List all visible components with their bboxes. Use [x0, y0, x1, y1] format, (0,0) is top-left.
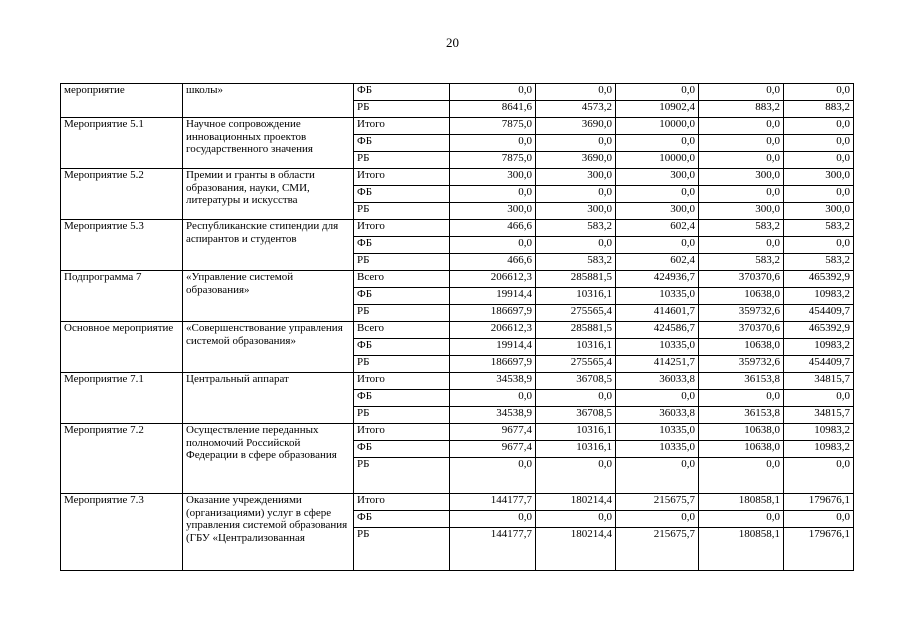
- amount-cell-year-1: 206612,3: [450, 271, 536, 288]
- amount-cell-year-4: 180858,1: [699, 528, 784, 571]
- funding-source-cell: ФБ: [354, 339, 450, 356]
- funding-source-cell: Всего: [354, 322, 450, 339]
- amount-cell-year-2: 0,0: [536, 511, 616, 528]
- amount-cell-year-3: 602,4: [616, 254, 699, 271]
- amount-cell-year-5: 0,0: [784, 84, 854, 101]
- amount-cell-year-4: 300,0: [699, 203, 784, 220]
- amount-cell-year-4: 370370,6: [699, 322, 784, 339]
- item-description-cell: Центральный аппарат: [183, 373, 354, 424]
- amount-cell-year-1: 34538,9: [450, 407, 536, 424]
- amount-cell-year-5: 0,0: [784, 186, 854, 203]
- amount-cell-year-3: 424936,7: [616, 271, 699, 288]
- amount-cell-year-5: 0,0: [784, 135, 854, 152]
- amount-cell-year-2: 583,2: [536, 220, 616, 237]
- item-description-cell: Премии и гранты в области образования, науки, СМИ, литературы и искусства: [183, 169, 354, 220]
- amount-cell-year-2: 300,0: [536, 203, 616, 220]
- funding-source-cell: ФБ: [354, 441, 450, 458]
- amount-cell-year-1: 9677,4: [450, 424, 536, 441]
- amount-cell-year-5: 583,2: [784, 220, 854, 237]
- amount-cell-year-4: 0,0: [699, 152, 784, 169]
- amount-cell-year-5: 10983,2: [784, 424, 854, 441]
- amount-cell-year-4: 36153,8: [699, 407, 784, 424]
- table-row: [61, 494, 854, 511]
- funding-source-cell: РБ: [354, 528, 450, 571]
- amount-cell-year-3: 10335,0: [616, 424, 699, 441]
- amount-cell-year-2: 36708,5: [536, 407, 616, 424]
- amount-cell-year-2: 10316,1: [536, 339, 616, 356]
- table-row: [61, 373, 854, 390]
- amount-cell-year-2: 0,0: [536, 186, 616, 203]
- amount-cell-year-4: 10638,0: [699, 441, 784, 458]
- funding-source-cell: ФБ: [354, 186, 450, 203]
- item-name-cell: Основное мероприятие: [61, 322, 183, 373]
- amount-cell-year-1: 144177,7: [450, 528, 536, 571]
- amount-cell-year-2: 275565,4: [536, 356, 616, 373]
- amount-cell-year-2: 10316,1: [536, 424, 616, 441]
- amount-cell-year-5: 10983,2: [784, 441, 854, 458]
- item-name-cell: Мероприятие 5.2: [61, 169, 183, 220]
- amount-cell-year-4: 883,2: [699, 101, 784, 118]
- amount-cell-year-1: 300,0: [450, 169, 536, 186]
- item-description-cell: Оказание учреждениями (организациями) услуг в сфере управления системой образования (ГБУ «Централизованная: [183, 494, 354, 571]
- funding-source-cell: РБ: [354, 458, 450, 494]
- amount-cell-year-4: 370370,6: [699, 271, 784, 288]
- amount-cell-year-3: 0,0: [616, 84, 699, 101]
- amount-cell-year-3: 424586,7: [616, 322, 699, 339]
- amount-cell-year-1: 34538,9: [450, 373, 536, 390]
- amount-cell-year-1: 7875,0: [450, 118, 536, 135]
- amount-cell-year-5: 465392,9: [784, 322, 854, 339]
- table-row: [61, 84, 854, 101]
- table-row: [61, 424, 854, 441]
- amount-cell-year-4: 300,0: [699, 169, 784, 186]
- amount-cell-year-3: 10902,4: [616, 101, 699, 118]
- amount-cell-year-3: 215675,7: [616, 494, 699, 511]
- amount-cell-year-2: 3690,0: [536, 118, 616, 135]
- funding-source-cell: ФБ: [354, 288, 450, 305]
- funding-source-cell: РБ: [354, 203, 450, 220]
- funding-source-cell: Итого: [354, 373, 450, 390]
- item-description-cell: «Управление системой образования»: [183, 271, 354, 322]
- item-name-cell: Мероприятие 7.1: [61, 373, 183, 424]
- amount-cell-year-4: 0,0: [699, 458, 784, 494]
- amount-cell-year-4: 10638,0: [699, 288, 784, 305]
- item-description-cell: Республиканские стипендии для аспирантов и студентов: [183, 220, 354, 271]
- amount-cell-year-5: 179676,1: [784, 494, 854, 511]
- amount-cell-year-4: 10638,0: [699, 339, 784, 356]
- item-name-cell: мероприятие: [61, 84, 183, 118]
- funding-source-cell: РБ: [354, 101, 450, 118]
- amount-cell-year-4: 36153,8: [699, 373, 784, 390]
- amount-cell-year-2: 285881,5: [536, 322, 616, 339]
- amount-cell-year-5: 0,0: [784, 390, 854, 407]
- amount-cell-year-2: 300,0: [536, 169, 616, 186]
- funding-source-cell: ФБ: [354, 84, 450, 101]
- table-row: [61, 322, 854, 339]
- item-description-cell: Осуществление переданных полномочий Российской Федерации в сфере образования: [183, 424, 354, 494]
- funding-source-cell: ФБ: [354, 237, 450, 254]
- amount-cell-year-3: 300,0: [616, 169, 699, 186]
- amount-cell-year-2: 0,0: [536, 135, 616, 152]
- item-name-cell: Мероприятие 7.2: [61, 424, 183, 494]
- amount-cell-year-1: 186697,9: [450, 356, 536, 373]
- amount-cell-year-1: 0,0: [450, 237, 536, 254]
- amount-cell-year-1: 0,0: [450, 390, 536, 407]
- amount-cell-year-2: 0,0: [536, 458, 616, 494]
- amount-cell-year-5: 583,2: [784, 254, 854, 271]
- funding-source-cell: РБ: [354, 305, 450, 322]
- amount-cell-year-3: 0,0: [616, 186, 699, 203]
- funding-source-cell: Всего: [354, 271, 450, 288]
- funding-source-cell: ФБ: [354, 511, 450, 528]
- funding-source-cell: Итого: [354, 118, 450, 135]
- amount-cell-year-4: 583,2: [699, 254, 784, 271]
- funding-source-cell: РБ: [354, 152, 450, 169]
- amount-cell-year-5: 300,0: [784, 203, 854, 220]
- amount-cell-year-2: 0,0: [536, 390, 616, 407]
- item-name-cell: Мероприятие 5.3: [61, 220, 183, 271]
- amount-cell-year-3: 0,0: [616, 458, 699, 494]
- amount-cell-year-5: 179676,1: [784, 528, 854, 571]
- amount-cell-year-4: 0,0: [699, 511, 784, 528]
- amount-cell-year-4: 359732,6: [699, 305, 784, 322]
- amount-cell-year-4: 583,2: [699, 220, 784, 237]
- amount-cell-year-3: 0,0: [616, 511, 699, 528]
- amount-cell-year-3: 0,0: [616, 237, 699, 254]
- amount-cell-year-1: 466,6: [450, 220, 536, 237]
- amount-cell-year-5: 34815,7: [784, 373, 854, 390]
- amount-cell-year-1: 19914,4: [450, 339, 536, 356]
- table-row: [61, 118, 854, 135]
- amount-cell-year-2: 4573,2: [536, 101, 616, 118]
- funding-source-cell: Итого: [354, 169, 450, 186]
- amount-cell-year-5: 454409,7: [784, 356, 854, 373]
- amount-cell-year-5: 883,2: [784, 101, 854, 118]
- amount-cell-year-3: 602,4: [616, 220, 699, 237]
- funding-source-cell: РБ: [354, 407, 450, 424]
- amount-cell-year-2: 3690,0: [536, 152, 616, 169]
- item-description-cell: «Совершенствование управления системой образования»: [183, 322, 354, 373]
- amount-cell-year-5: 10983,2: [784, 339, 854, 356]
- amount-cell-year-4: 359732,6: [699, 356, 784, 373]
- amount-cell-year-1: 8641,6: [450, 101, 536, 118]
- amount-cell-year-1: 144177,7: [450, 494, 536, 511]
- amount-cell-year-1: 0,0: [450, 186, 536, 203]
- amount-cell-year-1: 19914,4: [450, 288, 536, 305]
- amount-cell-year-3: 0,0: [616, 390, 699, 407]
- amount-cell-year-3: 10335,0: [616, 339, 699, 356]
- item-name-cell: Мероприятие 7.3: [61, 494, 183, 571]
- amount-cell-year-5: 0,0: [784, 152, 854, 169]
- amount-cell-year-1: 300,0: [450, 203, 536, 220]
- amount-cell-year-1: 466,6: [450, 254, 536, 271]
- amount-cell-year-2: 0,0: [536, 84, 616, 101]
- item-name-cell: Мероприятие 5.1: [61, 118, 183, 169]
- funding-source-cell: ФБ: [354, 135, 450, 152]
- amount-cell-year-1: 7875,0: [450, 152, 536, 169]
- amount-cell-year-2: 0,0: [536, 237, 616, 254]
- amount-cell-year-3: 414251,7: [616, 356, 699, 373]
- budget-table-body: [61, 84, 854, 571]
- amount-cell-year-4: 0,0: [699, 237, 784, 254]
- amount-cell-year-3: 414601,7: [616, 305, 699, 322]
- amount-cell-year-1: 0,0: [450, 511, 536, 528]
- amount-cell-year-5: 0,0: [784, 118, 854, 135]
- amount-cell-year-2: 285881,5: [536, 271, 616, 288]
- amount-cell-year-2: 36708,5: [536, 373, 616, 390]
- amount-cell-year-3: 10335,0: [616, 288, 699, 305]
- funding-source-cell: РБ: [354, 356, 450, 373]
- funding-source-cell: Итого: [354, 494, 450, 511]
- amount-cell-year-1: 0,0: [450, 135, 536, 152]
- amount-cell-year-5: 34815,7: [784, 407, 854, 424]
- amount-cell-year-3: 36033,8: [616, 373, 699, 390]
- amount-cell-year-5: 0,0: [784, 511, 854, 528]
- amount-cell-year-3: 10335,0: [616, 441, 699, 458]
- amount-cell-year-2: 180214,4: [536, 494, 616, 511]
- amount-cell-year-3: 300,0: [616, 203, 699, 220]
- amount-cell-year-1: 0,0: [450, 84, 536, 101]
- amount-cell-year-2: 10316,1: [536, 288, 616, 305]
- amount-cell-year-4: 10638,0: [699, 424, 784, 441]
- budget-table: [60, 83, 854, 571]
- table-row: [61, 169, 854, 186]
- item-name-cell: Подпрограмма 7: [61, 271, 183, 322]
- funding-source-cell: ФБ: [354, 390, 450, 407]
- amount-cell-year-1: 186697,9: [450, 305, 536, 322]
- amount-cell-year-1: 9677,4: [450, 441, 536, 458]
- amount-cell-year-1: 0,0: [450, 458, 536, 494]
- amount-cell-year-2: 583,2: [536, 254, 616, 271]
- amount-cell-year-2: 10316,1: [536, 441, 616, 458]
- amount-cell-year-4: 0,0: [699, 84, 784, 101]
- amount-cell-year-5: 0,0: [784, 458, 854, 494]
- table-row: [61, 220, 854, 237]
- item-description-cell: школы»: [183, 84, 354, 118]
- amount-cell-year-3: 10000,0: [616, 152, 699, 169]
- funding-source-cell: РБ: [354, 254, 450, 271]
- amount-cell-year-3: 215675,7: [616, 528, 699, 571]
- amount-cell-year-5: 465392,9: [784, 271, 854, 288]
- amount-cell-year-5: 0,0: [784, 237, 854, 254]
- amount-cell-year-4: 0,0: [699, 390, 784, 407]
- amount-cell-year-4: 0,0: [699, 186, 784, 203]
- funding-source-cell: Итого: [354, 220, 450, 237]
- amount-cell-year-3: 0,0: [616, 135, 699, 152]
- amount-cell-year-2: 275565,4: [536, 305, 616, 322]
- amount-cell-year-4: 0,0: [699, 118, 784, 135]
- amount-cell-year-5: 300,0: [784, 169, 854, 186]
- amount-cell-year-3: 36033,8: [616, 407, 699, 424]
- amount-cell-year-3: 10000,0: [616, 118, 699, 135]
- table-row: [61, 271, 854, 288]
- amount-cell-year-5: 454409,7: [784, 305, 854, 322]
- amount-cell-year-4: 180858,1: [699, 494, 784, 511]
- amount-cell-year-4: 0,0: [699, 135, 784, 152]
- funding-source-cell: Итого: [354, 424, 450, 441]
- amount-cell-year-1: 206612,3: [450, 322, 536, 339]
- item-description-cell: Научное сопровождение инновационных проектов государственного значения: [183, 118, 354, 169]
- amount-cell-year-2: 180214,4: [536, 528, 616, 571]
- page-number: 20: [446, 35, 459, 50]
- amount-cell-year-5: 10983,2: [784, 288, 854, 305]
